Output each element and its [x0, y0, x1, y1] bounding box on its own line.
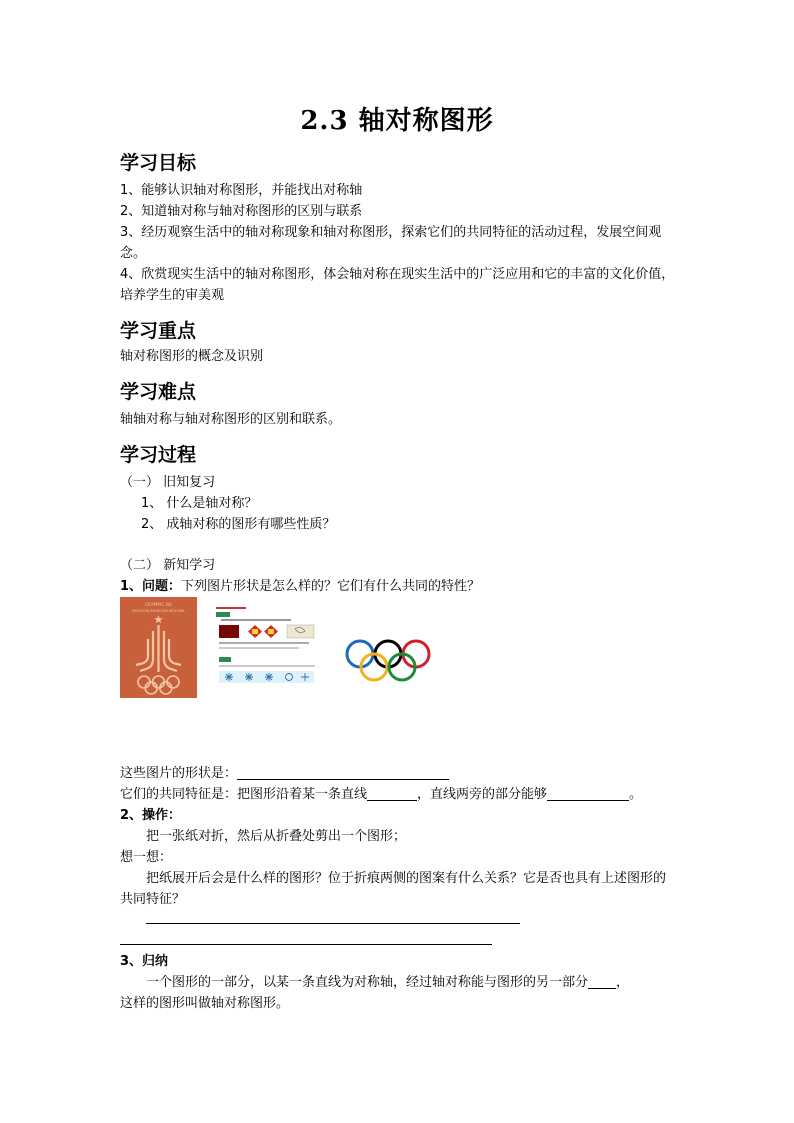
summary-line-1 — [146, 972, 629, 993]
summary-line-2: 这样的图形叫做轴对称图形。 — [120, 996, 290, 1011]
question-line — [120, 576, 480, 597]
feature-text-b: ，直线两旁的部分能够 — [417, 787, 548, 802]
objective-item-2: 2、知道轴对称与轴对称图形的区别与联系 — [120, 204, 363, 219]
operation-text: 把一张纸对折，然后从折叠处剪出一个图形； — [146, 829, 407, 844]
review-label: （一） 旧知复习 — [120, 475, 216, 490]
answer-line-1[interactable] — [146, 923, 520, 924]
key-points-heading: 学习重点 — [120, 320, 197, 342]
think-text: 把纸展开后会是什么样的图形？位于折痕两侧的图案有什么关系？它是否也具有上述图形的共同特征？ — [120, 871, 667, 907]
poster-caption-1: OLYMPIC 80 — [145, 603, 172, 608]
fold-answer-blank[interactable] — [367, 786, 417, 801]
olympic-rings-icon — [343, 638, 433, 684]
shape-label: 这些图片的形状是： — [120, 766, 238, 781]
difficulties-text: 轴轴对称与轴对称图形的区别和联系。 — [120, 412, 342, 427]
objective-item-1: 1、能够认识轴对称图形，并能找出对称轴 — [120, 183, 363, 198]
objective-item-3: 3、经历观察生活中的轴对称现象和轴对称图形，探索它们的共同特征的活动过程，发展空间观念。 — [120, 225, 662, 261]
think-label: 想一想： — [120, 850, 173, 865]
feature-text-a: 它们的共同特征是：把图形沿着某一条直线 — [120, 787, 368, 802]
shape-answer-blank[interactable] — [237, 765, 449, 780]
process-heading: 学习过程 — [120, 444, 197, 466]
objectives-heading: 学习目标 — [120, 152, 197, 174]
objective-item-4: 4、欣赏现实生活中的轴对称图形，体会轴对称在现实生活中的广泛应用和它的丰富的文化价值，培养学生的审美观 — [120, 267, 675, 303]
difficulties-heading: 学习难点 — [120, 381, 197, 403]
summary-answer-blank[interactable] — [588, 974, 616, 989]
worksheet-thumbnail-icon — [215, 605, 319, 687]
overlap-answer-blank[interactable] — [547, 786, 629, 801]
summary-text-b: ， — [616, 975, 630, 990]
summary-text-a: 一个图形的一部分，以某一条直线为对称轴，经过轴对称能与图形的另一部分 — [146, 975, 589, 990]
feature-line — [120, 784, 642, 805]
question-text: 下列图片形状是怎么样的？它们有什么共同的特性？ — [181, 579, 481, 594]
new-learning-label: （二） 新知学习 — [120, 558, 216, 573]
summary-heading: 3、归纳 — [120, 954, 169, 969]
review-question-1: 1、 什么是轴对称？ — [141, 496, 258, 511]
shape-line — [120, 763, 449, 784]
poster-caption-2: MOSCOW MOSCOW MOCKBA — [132, 609, 185, 613]
key-points-text: 轴对称图形的概念及识别 — [120, 349, 264, 364]
feature-end: 。 — [629, 787, 643, 802]
page-title: 2.3 轴对称图形 — [300, 106, 494, 136]
moscow-olympics-poster-icon — [120, 597, 197, 698]
answer-line-2[interactable] — [120, 944, 492, 945]
operation-heading: 2、操作： — [120, 808, 182, 823]
review-question-2: 2、 成轴对称的图形有哪些性质？ — [141, 517, 336, 532]
question-number: 1、问题： — [120, 579, 182, 594]
